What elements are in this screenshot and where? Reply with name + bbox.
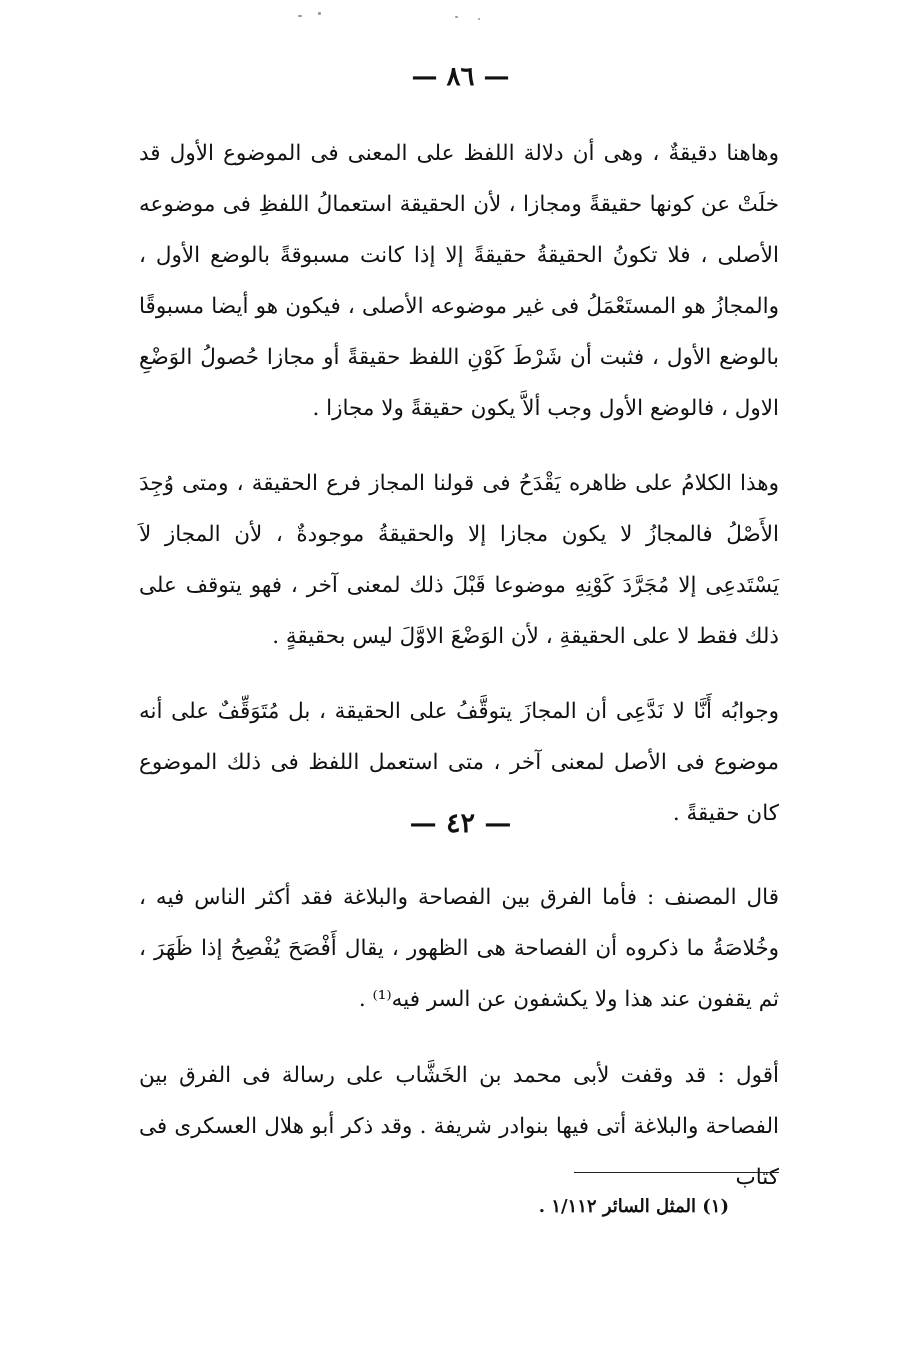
section-number: — ٤٢ — bbox=[409, 808, 512, 839]
scan-speck bbox=[298, 15, 302, 17]
paragraph: أقول : قد وقفت لأبى محمد بن الخَشَّاب على رسالة فى الفرق بين الفصاحة والبلاغة أتى فيها بنوادر شريفة . وقد ذكر أبو هلال العسكرى فى كتاب bbox=[139, 1063, 779, 1190]
scan-speck bbox=[478, 18, 480, 20]
page-number: — ٨٦ — bbox=[411, 62, 510, 92]
footnote-divider bbox=[574, 1172, 779, 1173]
footnote: (١) المثل السائر ١/١١٢ . bbox=[538, 1196, 729, 1217]
scan-speck bbox=[318, 12, 321, 15]
paragraph: وهذا الكلامُ على ظاهره يَقْدَحُ فى قولنا المجاز فرع الحقيقة ، ومتى وُجِدَ الأَصْلُ فالمجازُ لا يكون مجازا إلا والحقيقةُ موجودةٌ ، لأن المجاز لاَ يَسْتَدعِى إلا مُجَرَّدَ كَوْنِهِ موضوعا قَبْلَ ذلك لمعنى آخر ، فهو يتوقف على ذلك فقط لا على الحقيقةِ ، لأن الوَضْعَ الاوَّلَ ليس بحقيقةٍ . bbox=[139, 471, 779, 649]
scan-speck bbox=[455, 16, 458, 18]
paragraph: وجوابُه أَنَّا لا نَدَّعِى أن المجازَ يتوقَّفُ على الحقيقة ، بل مُتَوَقِّفٌ على أنه موضوع فى الأصل لمعنى آخر ، متى استعمل اللفظ فى ذلك الموضوع كان حقيقةً . bbox=[139, 699, 779, 826]
paragraph: وهاهنا دقيقةٌ ، وهى أن دلالة اللفظ على المعنى فى الموضوع الأول قد خلَتْ عن كونها حقيقةً ومجازا ، لأن الحقيقة استعمالُ اللفظِ فى موضوعه الأصلى ، فلا تكونُ الحقيقةُ حقيقةً إلا إذا كانت مسبوقةً بالوضع الأول ، والمجازُ هو المستَعْمَلُ فى غير موضوعه الأصلى ، فيكون هو أيضا مسبوقًا بالوضع الأول ، فثبت أن شَرْطَ كَوْنِ اللفظ حقيقةً أو مجازا حُصولُ الوَضْعِ الاول ، فالوضع الأول وجب ألاَّ يكون حقيقةً ولا مجازا . bbox=[139, 141, 779, 421]
paragraph: قال المصنف : فأما الفرق بين الفصاحة والبلاغة فقد أكثر الناس فيه ، وخُلاصَةُ ما ذكروه أن الفصاحة هى الظهور ، يقال أَفْصَحَ يُفْصِحُ إذا ظَهَرَ ، ثم يقفون عند هذا ولا يكشفون عن السر فيه⁽¹⁾ . bbox=[139, 885, 779, 1012]
